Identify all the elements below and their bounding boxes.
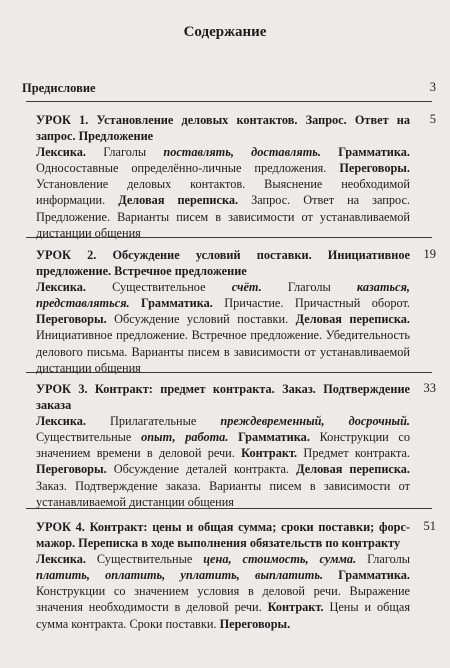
emphasis-text: Контракт.	[267, 600, 324, 615]
emphasis-text: Грамматика.	[238, 430, 310, 445]
lesson-3-page-number: 33	[423, 381, 436, 395]
lesson-3-entry	[36, 381, 410, 510]
divider	[26, 101, 432, 102]
lesson-4-page-number: 51	[423, 519, 436, 533]
body-text: Заказ. Подтверждение заказа. Варианты писем в зависимости от устанавливаемой дистанции общения	[36, 478, 410, 509]
lesson-2-heading: УРОК 2. Обсуждение условий поставки. Инициативное предложение. Встречное предложение	[36, 248, 410, 279]
lesson-1-page-number: 5	[429, 112, 436, 126]
emphasis-text: Лексика.	[36, 552, 86, 567]
emphasis-text: Грамматика.	[338, 568, 410, 583]
body-text: Обсуждение условий поставки.	[106, 312, 296, 327]
emphasis-text: Деловая переписка.	[118, 193, 239, 208]
body-text	[228, 430, 238, 444]
body-text: Односоставные определённо-личные предложения.	[36, 161, 340, 176]
body-text: Конструкции со значением времени в деловой речи.	[36, 430, 411, 461]
lesson-3-description	[36, 413, 410, 510]
body-text: Инициативное предложение. Встречное предложение. Убедительность делового письма. Варианты писем в зависимости от устанавливаемой дистанции общения	[36, 328, 410, 375]
emphasis-text: счёт.	[231, 280, 262, 295]
body-text: Запрос. Ответ на запрос. Предложение. Варианты писем в зависимости от устанавливаемой дистанции общения	[36, 193, 410, 240]
emphasis-text: Лексика.	[36, 145, 86, 160]
lesson-2-description	[36, 279, 410, 376]
body-text: Существительное	[85, 280, 232, 295]
divider	[26, 508, 432, 509]
preface-page-number: 3	[429, 80, 436, 94]
lesson-3-heading: УРОК 3. Контракт: предмет контракта. Заказ. Подтверждение заказа	[36, 382, 410, 413]
emphasis-text: казаться, представляться.	[36, 280, 410, 311]
lesson-4-heading: УРОК 4. Контракт: цены и общая сумма; сроки поставки; форс-мажор. Переписка в ходе выполнения обязательств по контракту	[36, 520, 410, 551]
body-text: Глаголы	[85, 145, 164, 160]
emphasis-text: Переговоры.	[219, 616, 291, 631]
emphasis-text: Деловая переписка.	[296, 462, 410, 477]
body-text: Обсуждение деталей контракта.	[106, 462, 297, 477]
emphasis-text: Грамматика.	[338, 145, 410, 160]
divider	[26, 372, 432, 373]
emphasis-text: Переговоры.	[339, 161, 410, 176]
emphasis-text: Переговоры.	[36, 462, 107, 477]
lesson-1-entry	[36, 112, 410, 241]
body-text: Установление деловых контактов. Выяснение необходимой информации.	[36, 177, 410, 208]
emphasis-text: Контракт.	[241, 446, 298, 461]
emphasis-text: Деловая переписка.	[295, 312, 410, 327]
emphasis-text: цена, стоимость, сумма.	[203, 552, 357, 567]
body-text: Глаголы	[261, 280, 357, 295]
body-text	[323, 568, 338, 582]
emphasis-text: Лексика.	[36, 280, 86, 295]
lesson-4-description	[36, 551, 410, 631]
body-text: Цены и общая сумма контракта. Сроки поставки.	[36, 600, 410, 631]
lesson-4-entry	[36, 519, 410, 632]
lesson-1-heading: УРОК 1. Установление деловых контактов. Запрос. Ответ на запрос. Предложение	[36, 113, 410, 144]
lesson-2-entry	[36, 247, 410, 376]
emphasis-text: поставлять, доставлять.	[163, 145, 321, 160]
emphasis-text: преждевременный, досрочный.	[220, 414, 411, 429]
body-text: Глаголы	[356, 552, 410, 567]
body-text: Причастие. Причастный оборот.	[212, 296, 410, 311]
emphasis-text: Лексика.	[36, 414, 86, 429]
preface-label: Предисловие	[22, 81, 96, 95]
divider	[26, 237, 432, 238]
emphasis-text: опыт, работа.	[141, 430, 229, 445]
emphasis-text: платить, оплатить, уплатить, выплатить.	[36, 568, 324, 583]
body-text: Конструкции со значением условия в деловой речи. Выражение значения необходимости в деловой речи.	[36, 584, 410, 615]
page-title: Содержание	[183, 24, 267, 40]
emphasis-text: Грамматика.	[141, 296, 213, 311]
body-text	[130, 296, 141, 310]
body-text	[321, 145, 338, 159]
body-text: Существительные	[36, 430, 142, 445]
lesson-1-description	[36, 144, 410, 241]
lesson-2-page-number: 19	[423, 247, 436, 261]
body-text: Существительные	[85, 552, 204, 567]
emphasis-text: Переговоры.	[36, 312, 107, 327]
body-text: Предмет контракта.	[297, 446, 411, 461]
body-text: Прилагательные	[85, 414, 221, 429]
